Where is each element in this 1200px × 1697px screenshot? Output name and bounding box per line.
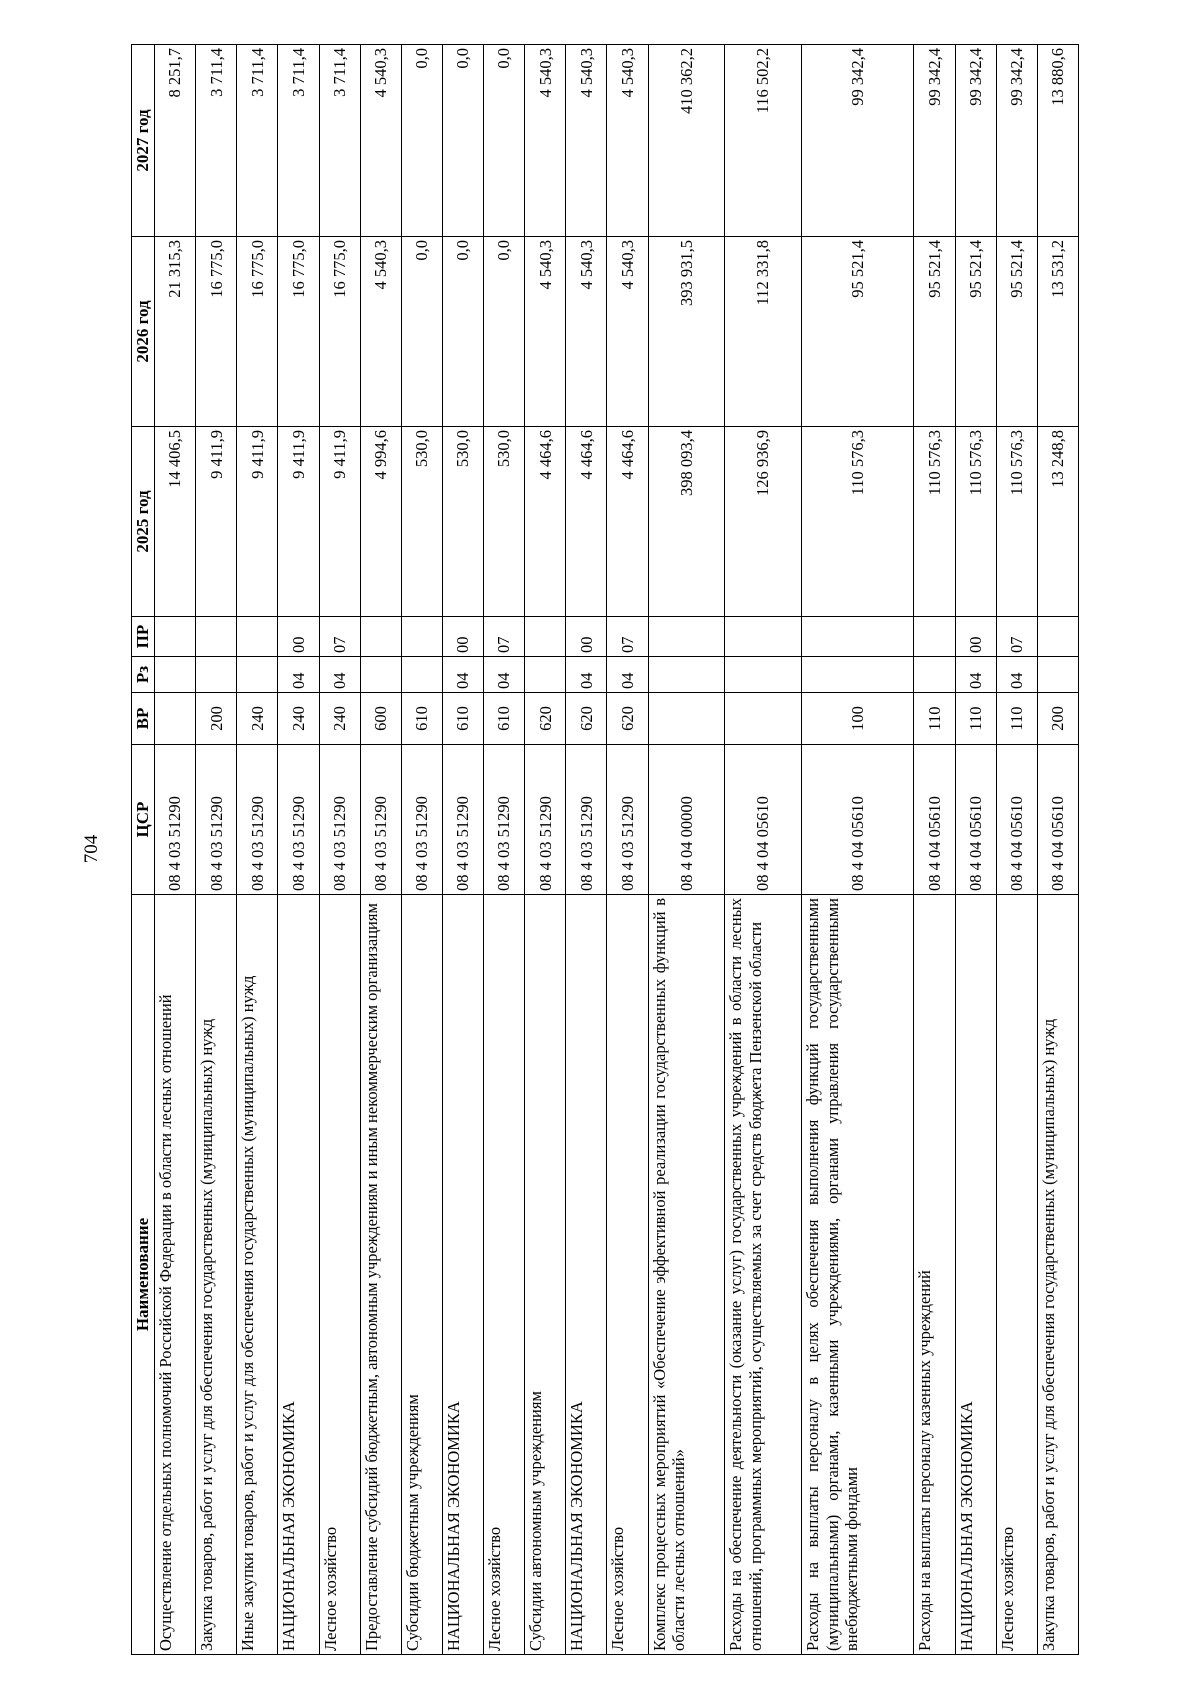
cell-2026: 95 521,4 <box>802 237 914 427</box>
cell-pr: 07 <box>319 617 360 657</box>
cell-2027: 4 540,3 <box>360 45 401 237</box>
cell-rz: 04 <box>484 657 525 693</box>
header-name: Наименование <box>132 895 155 1655</box>
cell-2027: 3 711,4 <box>278 45 319 237</box>
cell-2025: 530,0 <box>442 427 483 617</box>
cell-rz: 04 <box>566 657 607 693</box>
cell-pr <box>802 617 914 657</box>
cell-name: Закупка товаров, работ и услуг для обеспечения государственных (муниципальных) нужд <box>196 895 237 1655</box>
cell-csr: 08 4 03 51290 <box>319 745 360 895</box>
table-row <box>278 45 319 1655</box>
table-row <box>401 45 442 1655</box>
cell-2026: 13 531,2 <box>1037 237 1078 427</box>
table-row <box>1037 45 1078 1655</box>
cell-name: НАЦИОНАЛЬНАЯ ЭКОНОМИКА <box>278 895 319 1655</box>
cell-pr: 07 <box>484 617 525 657</box>
cell-rz <box>648 657 725 693</box>
cell-csr: 08 4 04 05610 <box>914 745 955 895</box>
cell-2027: 3 711,4 <box>196 45 237 237</box>
cell-2025: 4 464,6 <box>566 427 607 617</box>
cell-csr: 08 4 03 51290 <box>566 745 607 895</box>
cell-2026: 0,0 <box>484 237 525 427</box>
cell-csr: 08 4 03 51290 <box>525 745 566 895</box>
cell-2027: 0,0 <box>484 45 525 237</box>
cell-2026: 4 540,3 <box>566 237 607 427</box>
rotated-table-container <box>131 45 1079 1655</box>
cell-name: Расходы на выплаты персоналу в целях обеспечения выполнения функций государственными (муниципальными) органами, казенными учреждениями, органами управления государственными внебюджетными фондами <box>802 895 914 1655</box>
cell-2027: 4 540,3 <box>525 45 566 237</box>
cell-2027: 4 540,3 <box>607 45 648 237</box>
table-row <box>607 45 648 1655</box>
cell-vr <box>725 693 802 745</box>
cell-vr: 610 <box>442 693 483 745</box>
cell-csr: 08 4 03 51290 <box>155 745 196 895</box>
cell-pr: 07 <box>996 617 1037 657</box>
cell-2027: 0,0 <box>401 45 442 237</box>
cell-name: НАЦИОНАЛЬНАЯ ЭКОНОМИКА <box>566 895 607 1655</box>
cell-csr: 08 4 04 00000 <box>648 745 725 895</box>
cell-2025: 4 994,6 <box>360 427 401 617</box>
cell-name: Предоставление субсидий бюджетным, автономным учреждениям и иным некоммерческим организациям <box>360 895 401 1655</box>
cell-2026: 95 521,4 <box>955 237 996 427</box>
cell-2027: 410 362,2 <box>648 45 725 237</box>
cell-2026: 16 775,0 <box>319 237 360 427</box>
cell-csr: 08 4 04 05610 <box>996 745 1037 895</box>
cell-2026: 112 331,8 <box>725 237 802 427</box>
cell-2025: 530,0 <box>401 427 442 617</box>
cell-name: Лесное хозяйство <box>607 895 648 1655</box>
cell-vr: 620 <box>607 693 648 745</box>
cell-2026: 16 775,0 <box>196 237 237 427</box>
cell-vr: 110 <box>996 693 1037 745</box>
cell-2026: 4 540,3 <box>607 237 648 427</box>
cell-rz: 04 <box>955 657 996 693</box>
cell-2025: 110 576,3 <box>914 427 955 617</box>
cell-vr <box>648 693 725 745</box>
table-row <box>996 45 1037 1655</box>
cell-vr: 600 <box>360 693 401 745</box>
table-row <box>319 45 360 1655</box>
cell-rz <box>237 657 278 693</box>
cell-rz: 04 <box>607 657 648 693</box>
cell-2025: 110 576,3 <box>996 427 1037 617</box>
cell-csr: 08 4 03 51290 <box>278 745 319 895</box>
cell-vr: 100 <box>802 693 914 745</box>
cell-pr: 00 <box>955 617 996 657</box>
table-row <box>484 45 525 1655</box>
cell-name: Закупка товаров, работ и услуг для обеспечения государственных (муниципальных) нужд <box>1037 895 1078 1655</box>
cell-rz <box>401 657 442 693</box>
table-row <box>196 45 237 1655</box>
cell-rz <box>155 657 196 693</box>
cell-pr: 00 <box>566 617 607 657</box>
header-2027: 2027 год <box>132 45 155 237</box>
cell-name: Субсидии бюджетным учреждениям <box>401 895 442 1655</box>
cell-2027: 99 342,4 <box>996 45 1037 237</box>
cell-name: Осуществление отдельных полномочий Российской Федерации в области лесных отношений <box>155 895 196 1655</box>
cell-rz <box>725 657 802 693</box>
cell-csr: 08 4 03 51290 <box>237 745 278 895</box>
cell-csr: 08 4 04 05610 <box>955 745 996 895</box>
cell-vr <box>155 693 196 745</box>
cell-2026: 4 540,3 <box>525 237 566 427</box>
cell-2026: 21 315,3 <box>155 237 196 427</box>
cell-name: НАЦИОНАЛЬНАЯ ЭКОНОМИКА <box>442 895 483 1655</box>
cell-csr: 08 4 04 05610 <box>802 745 914 895</box>
cell-2026: 95 521,4 <box>914 237 955 427</box>
cell-pr: 00 <box>442 617 483 657</box>
cell-pr: 07 <box>607 617 648 657</box>
cell-2027: 116 502,2 <box>725 45 802 237</box>
cell-2025: 9 411,9 <box>319 427 360 617</box>
cell-pr <box>525 617 566 657</box>
cell-vr: 610 <box>484 693 525 745</box>
cell-vr: 200 <box>196 693 237 745</box>
cell-2026: 4 540,3 <box>360 237 401 427</box>
cell-2025: 110 576,3 <box>955 427 996 617</box>
cell-name: Расходы на обеспечение деятельности (оказание услуг) государственных учреждений в области лесных отношений, программных мероприятий, осуществляемых за счет средств бюджета Пензенской области <box>725 895 802 1655</box>
cell-rz: 04 <box>278 657 319 693</box>
cell-pr: 00 <box>278 617 319 657</box>
cell-pr <box>196 617 237 657</box>
table-row <box>155 45 196 1655</box>
cell-rz: 04 <box>442 657 483 693</box>
cell-name: Комплекс процессных мероприятий «Обеспечение эффективной реализации государственных функций в области лесных отношений» <box>648 895 725 1655</box>
cell-pr <box>155 617 196 657</box>
cell-name: Лесное хозяйство <box>996 895 1037 1655</box>
table-row <box>955 45 996 1655</box>
cell-2025: 9 411,9 <box>237 427 278 617</box>
cell-2025: 13 248,8 <box>1037 427 1078 617</box>
cell-2025: 4 464,6 <box>525 427 566 617</box>
header-rz: Рз <box>132 657 155 693</box>
cell-pr <box>648 617 725 657</box>
cell-2027: 99 342,4 <box>802 45 914 237</box>
cell-2027: 13 880,6 <box>1037 45 1078 237</box>
header-pr: ПР <box>132 617 155 657</box>
cell-pr <box>237 617 278 657</box>
budget-table <box>131 44 1079 1655</box>
cell-vr: 110 <box>914 693 955 745</box>
cell-rz <box>360 657 401 693</box>
cell-csr: 08 4 03 51290 <box>196 745 237 895</box>
cell-2025: 4 464,6 <box>607 427 648 617</box>
cell-2026: 0,0 <box>442 237 483 427</box>
table-row <box>648 45 725 1655</box>
cell-rz <box>914 657 955 693</box>
cell-2026: 16 775,0 <box>237 237 278 427</box>
cell-csr: 08 4 04 05610 <box>1037 745 1078 895</box>
cell-name: НАЦИОНАЛЬНАЯ ЭКОНОМИКА <box>955 895 996 1655</box>
cell-vr: 110 <box>955 693 996 745</box>
cell-2027: 3 711,4 <box>237 45 278 237</box>
cell-name: Лесное хозяйство <box>484 895 525 1655</box>
cell-2025: 530,0 <box>484 427 525 617</box>
cell-2027: 8 251,7 <box>155 45 196 237</box>
cell-csr: 08 4 03 51290 <box>442 745 483 895</box>
cell-pr <box>914 617 955 657</box>
cell-rz <box>196 657 237 693</box>
header-vr: ВР <box>132 693 155 745</box>
cell-vr: 620 <box>566 693 607 745</box>
cell-csr: 08 4 04 05610 <box>725 745 802 895</box>
cell-2025: 126 936,9 <box>725 427 802 617</box>
table-row <box>237 45 278 1655</box>
cell-2025: 110 576,3 <box>802 427 914 617</box>
cell-pr <box>1037 617 1078 657</box>
cell-csr: 08 4 03 51290 <box>401 745 442 895</box>
cell-2027: 99 342,4 <box>955 45 996 237</box>
cell-vr: 240 <box>319 693 360 745</box>
cell-2025: 9 411,9 <box>278 427 319 617</box>
cell-name: Лесное хозяйство <box>319 895 360 1655</box>
cell-csr: 08 4 03 51290 <box>484 745 525 895</box>
cell-vr: 620 <box>525 693 566 745</box>
cell-2026: 16 775,0 <box>278 237 319 427</box>
cell-2027: 0,0 <box>442 45 483 237</box>
cell-2025: 14 406,5 <box>155 427 196 617</box>
cell-rz: 04 <box>319 657 360 693</box>
page-number: 704 <box>81 834 102 864</box>
cell-2027: 99 342,4 <box>914 45 955 237</box>
cell-2026: 95 521,4 <box>996 237 1037 427</box>
cell-csr: 08 4 03 51290 <box>360 745 401 895</box>
header-2026: 2026 год <box>132 237 155 427</box>
cell-vr: 200 <box>1037 693 1078 745</box>
cell-name: Иные закупки товаров, работ и услуг для обеспечения государственных (муниципальных) нужд <box>237 895 278 1655</box>
table-row <box>566 45 607 1655</box>
cell-vr: 240 <box>237 693 278 745</box>
cell-2025: 9 411,9 <box>196 427 237 617</box>
cell-vr: 240 <box>278 693 319 745</box>
table-row <box>914 45 955 1655</box>
cell-pr <box>725 617 802 657</box>
table-row <box>802 45 914 1655</box>
cell-2027: 3 711,4 <box>319 45 360 237</box>
cell-pr <box>360 617 401 657</box>
cell-pr <box>401 617 442 657</box>
cell-csr: 08 4 03 51290 <box>607 745 648 895</box>
cell-2025: 398 093,4 <box>648 427 725 617</box>
table-row <box>360 45 401 1655</box>
cell-rz: 04 <box>996 657 1037 693</box>
header-csr: ЦСР <box>132 745 155 895</box>
cell-vr: 610 <box>401 693 442 745</box>
header-2025: 2025 год <box>132 427 155 617</box>
cell-rz <box>525 657 566 693</box>
table-header-row <box>132 45 155 1655</box>
table-row <box>442 45 483 1655</box>
cell-2027: 4 540,3 <box>566 45 607 237</box>
table-row <box>525 45 566 1655</box>
cell-name: Субсидии автономным учреждениям <box>525 895 566 1655</box>
cell-2026: 393 931,5 <box>648 237 725 427</box>
cell-name: Расходы на выплаты персоналу казенных учреждений <box>914 895 955 1655</box>
cell-rz <box>802 657 914 693</box>
table-row <box>725 45 802 1655</box>
cell-2026: 0,0 <box>401 237 442 427</box>
cell-rz <box>1037 657 1078 693</box>
